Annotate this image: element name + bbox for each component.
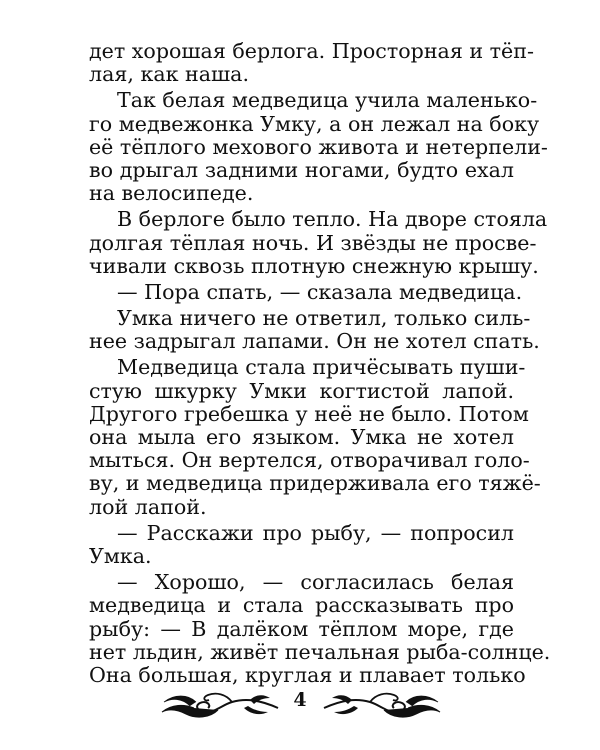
text-line: — Пора спать, — сказала медведица. — [117, 279, 523, 304]
text-line: лая, как наша. — [89, 62, 249, 87]
flourish-left-icon — [160, 686, 280, 722]
text-line: стую шкурку Умки когтистой лапой. — [89, 378, 514, 403]
paragraph — [89, 355, 541, 519]
text-line: она мыла его языком. Умка не хотел — [89, 425, 514, 449]
body-text — [89, 39, 551, 687]
text-line: долгая тёплая ночь. И звёзды не просве- — [89, 230, 537, 255]
text-line: дет хорошая берлога. Просторная и тёп- — [89, 39, 534, 63]
text-line: ву, и медведица придерживала его тяжё- — [89, 471, 541, 496]
text-line: чивали сквозь плотную снежную крышу. — [89, 253, 539, 278]
text-line: Так белая медведица учила маленько- — [117, 88, 538, 113]
paragraph — [89, 306, 540, 354]
text-line: нее задрыгал лапами. Он не хотел спать. — [89, 329, 540, 354]
text-line: Умка ничего не ответил, только силь- — [117, 306, 531, 331]
text-line: рыбу: — В далёком тёплом море, где — [89, 616, 514, 641]
paragraph — [89, 522, 514, 568]
text-line: го медвежонка Умку, а он лежал на боку — [89, 111, 540, 136]
paragraph — [89, 39, 534, 87]
page-footer — [0, 686, 600, 726]
text-line: Она большая, круглая и плавает только — [89, 662, 526, 687]
text-line: Медведица стала причёсывать пуши- — [117, 355, 526, 380]
text-line: на велосипеде. — [89, 181, 254, 206]
paragraph — [89, 279, 523, 304]
text-line: Умка. — [89, 543, 152, 568]
text-line: медведица и стала рассказывать про — [89, 593, 514, 618]
paragraph — [89, 88, 548, 206]
text-line: лой лапой. — [89, 494, 207, 519]
paragraph — [89, 207, 548, 278]
page-number: 4 — [293, 689, 307, 711]
text-line: во дрыгал задними ногами, будто ехал — [89, 157, 514, 182]
text-line: — Расскажи про рыбу, — попросил — [117, 520, 514, 545]
paragraph — [89, 570, 551, 687]
text-line: Другого гребешка у неё не было. Потом — [89, 401, 529, 426]
flourish-right-icon — [322, 686, 442, 722]
text-line: В берлоге было тепло. На дворе стояла — [117, 207, 548, 232]
text-line: мыться. Он вертелся, отворачивал голо- — [89, 448, 530, 473]
text-line: нет льдин, живёт печальная рыба-солнце. — [89, 639, 551, 664]
text-line: её тёплого мехового живота и нетерпели- — [89, 134, 548, 159]
text-line: — Хорошо, — согласилась белая — [117, 570, 514, 595]
